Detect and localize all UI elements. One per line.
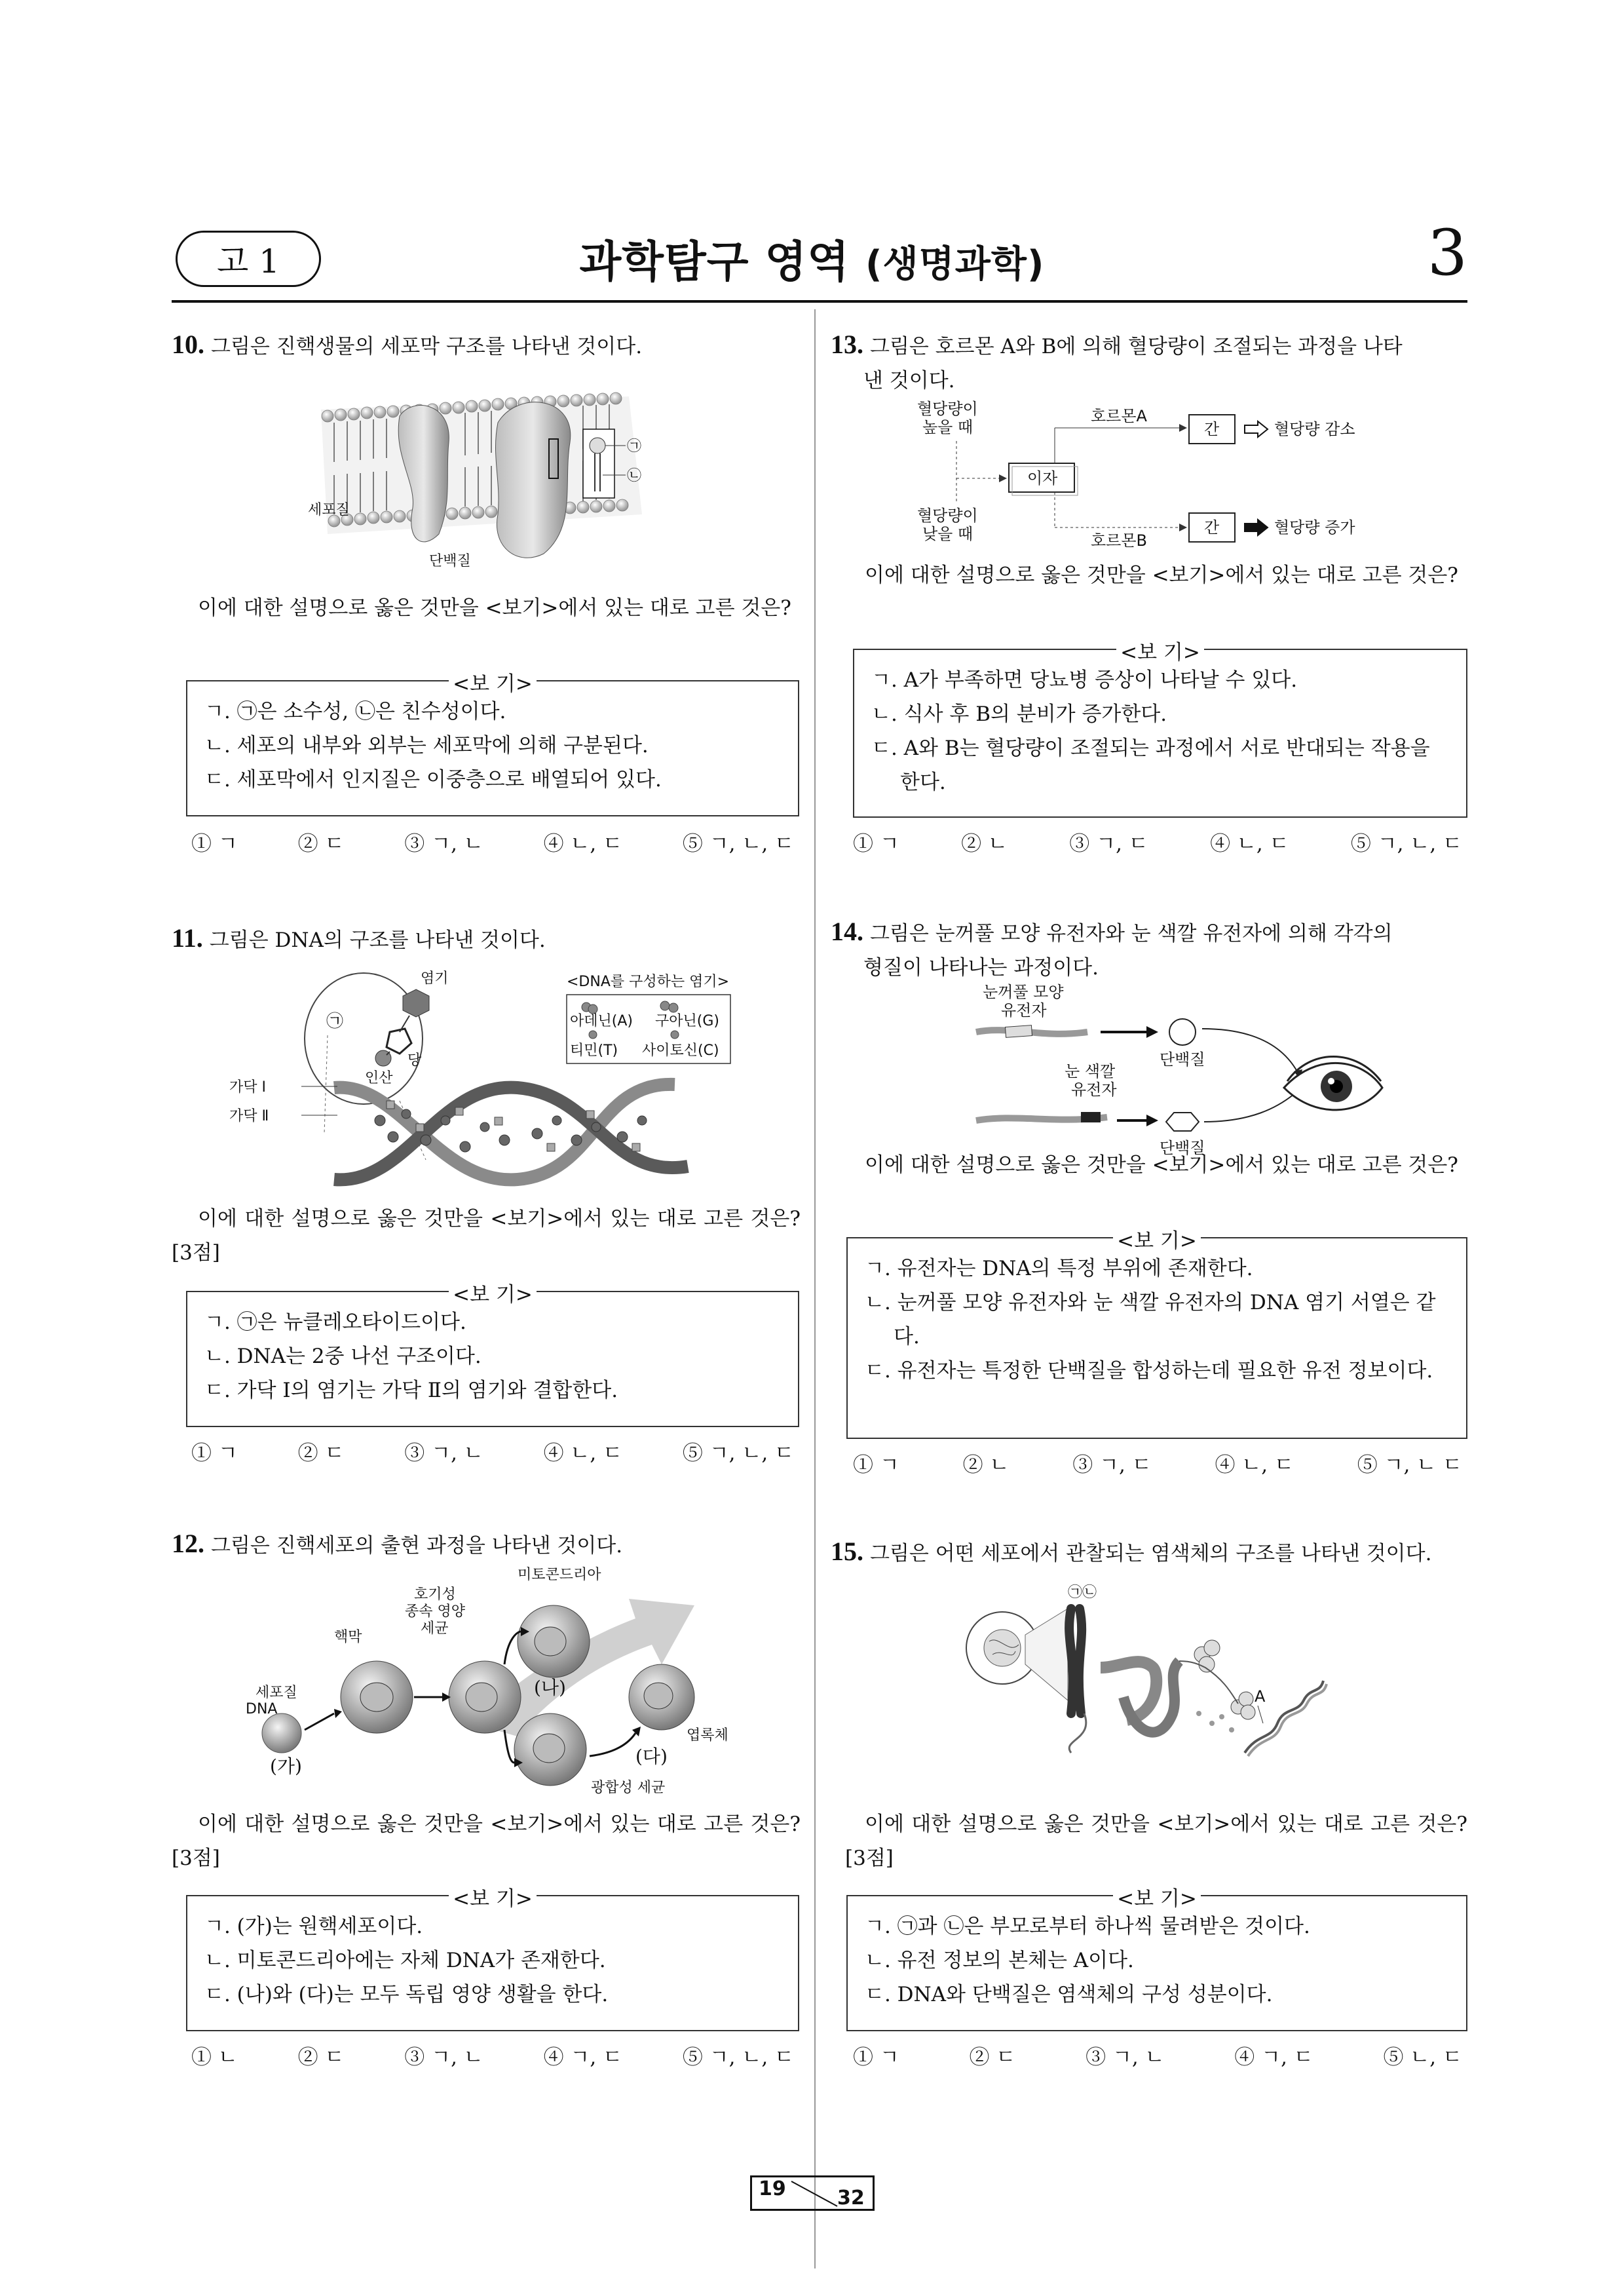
label-aerobic-3: 세균 [421, 1620, 449, 1637]
q10-choice-3[interactable]: ③ ㄱ, ㄴ [404, 832, 483, 856]
q12-choice-1[interactable]: ① ㄴ [191, 2046, 238, 2069]
q10-stem: 이에 대한 설명으로 옳은 것만을 <보기>에서 있는 대로 고른 것은? [198, 596, 791, 620]
q10-choice-1[interactable]: ① ㄱ [191, 832, 238, 856]
q13-item-c: ㄷ. A와 B는 혈당량이 조절되는 과정에서 서로 반대되는 작용을 한다. [871, 737, 1430, 794]
label-hormone-a: 호르몬A [1091, 407, 1147, 425]
label-hormone-b: 호르몬B [1091, 531, 1148, 547]
q12-item-c: ㄷ. (나)와 (다)는 모두 독립 영양 생활을 한다. [204, 1983, 609, 2006]
page-number: 3 [1427, 216, 1467, 290]
label-pancreas: 이자 [1027, 469, 1058, 488]
label-liver-b: 간 [1204, 518, 1220, 537]
q15-number: 15. [831, 1537, 863, 1566]
q10-prompt [172, 328, 801, 364]
legend-cytosine: 사이토신(C) [642, 1043, 719, 1059]
page-total: 32 [837, 2187, 865, 2210]
q11-item-c: ㄷ. 가닥 Ⅰ의 염기는 가닥 Ⅱ의 염기와 결합한다. [204, 1379, 618, 1402]
legend-title: <DNA를 구성하는 염기> [567, 974, 730, 990]
q14-stem: 이에 대한 설명으로 옳은 것만을 <보기>에서 있는 대로 고른 것은? [865, 1153, 1458, 1177]
label-b: ㉡ [627, 468, 642, 484]
q13-bogi-title: <보 기> [1116, 641, 1204, 664]
q10-item-c: ㄷ. 세포막에서 인지질은 이중층으로 배열되어 있다. [204, 768, 662, 792]
q14-item-b: ㄴ. 눈꺼풀 모양 유전자와 눈 색깔 유전자의 DNA 염기 서열은 같다. [865, 1291, 1436, 1349]
q13-choice-4[interactable]: ④ ㄴ, ㄷ [1210, 832, 1289, 856]
label-chromatids: ㉠㉡ [1068, 1584, 1097, 1601]
label-a: A [1255, 1687, 1266, 1706]
label-eyelid-gene-2: 유전자 [1001, 1001, 1047, 1020]
subject-title: 과학탐구 영역 [579, 237, 850, 287]
label-protein: 단백질 [429, 553, 471, 569]
label-nuclear-membrane: 핵막 [334, 1629, 362, 1645]
integral-protein [495, 402, 570, 558]
legend-adenine: 아데닌(A) [570, 1013, 633, 1029]
q10-choice-4[interactable]: ④ ㄴ, ㄷ [543, 832, 623, 856]
label-decrease: 혈당량 감소 [1274, 420, 1355, 438]
q10-bogi-box [186, 672, 799, 816]
q10-choice-5[interactable]: ⑤ ㄱ, ㄴ, ㄷ [682, 832, 794, 856]
q14-text-1: 그림은 눈꺼풀 모양 유전자와 눈 색깔 유전자에 의해 각각의 [870, 922, 1393, 946]
label-ga: (가) [270, 1755, 302, 1777]
q15-stem: 이에 대한 설명으로 옳은 것만을 <보기>에서 있는 대로 고른 것은? [3점] [845, 1812, 1467, 1870]
q11-text: 그림은 DNA의 구조를 나타낸 것이다. [209, 928, 546, 952]
q10-text: 그림은 진핵생물의 세포막 구조를 나타낸 것이다. [211, 335, 643, 358]
label-phosphate: 인산 [365, 1070, 393, 1086]
q10-item-b: ㄴ. 세포의 내부와 외부는 세포막에 의해 구분된다. [204, 734, 649, 757]
label-low-2: 낮을 때 [922, 525, 973, 543]
label-aerobic-1: 호기성 [414, 1586, 456, 1603]
q15-text: 그림은 어떤 세포에서 관찰되는 염색체의 구조를 나타낸 것이다. [870, 1542, 1432, 1565]
q15-choice-1[interactable]: ① ㄱ [853, 2046, 899, 2069]
page-counter [750, 2175, 875, 2211]
q12-bogi-title: <보 기> [449, 1887, 537, 1911]
chromosome [1069, 1609, 1082, 1713]
q14-choice-1[interactable]: ① ㄱ [853, 1453, 899, 1477]
label-sugar: 당 [407, 1052, 422, 1069]
arrow-decrease [1245, 421, 1268, 437]
q14-gene-figure [943, 983, 1389, 1160]
q14-item-a: ㄱ. 유전자는 DNA의 특정 부위에 존재한다. [865, 1257, 1253, 1280]
q13-stem: 이에 대한 설명으로 옳은 것만을 <보기>에서 있는 대로 고른 것은? [865, 564, 1458, 587]
page-title [0, 227, 1624, 289]
label-mitochondria: 미토콘드리아 [518, 1567, 601, 1583]
q13-bogi-box [853, 641, 1467, 818]
q12-choice-5[interactable]: ⑤ ㄱ, ㄴ, ㄷ [682, 2046, 794, 2069]
q11-bogi-box [186, 1283, 799, 1427]
q13-choices [853, 827, 1462, 856]
label-photosynthetic-bacteria: 광합성 세균 [591, 1780, 666, 1795]
q13-glucose-figure [891, 396, 1428, 547]
q11-item-a: ㄱ. ㉠은 뉴클레오타이드이다. [204, 1311, 466, 1334]
label-dna: DNA [246, 1701, 278, 1717]
double-helix [334, 1084, 688, 1180]
q13-choice-1[interactable]: ① ㄱ [853, 832, 899, 856]
q14-text-2: 형질이 나타나는 과정이다. [863, 956, 1099, 980]
q14-prompt [831, 915, 1467, 985]
label-protein-1: 단백질 [1160, 1050, 1205, 1069]
legend-thymine: 티민(T) [570, 1043, 618, 1059]
q11-choice-4[interactable]: ④ ㄴ, ㄷ [543, 1442, 623, 1465]
q12-prompt [172, 1527, 801, 1563]
q13-choice-5[interactable]: ⑤ ㄱ, ㄴ, ㄷ [1350, 832, 1462, 856]
q11-choice-3[interactable]: ③ ㄱ, ㄴ [404, 1442, 483, 1465]
q12-stem: 이에 대한 설명으로 옳은 것만을 <보기>에서 있는 대로 고른 것은? [3점] [172, 1812, 801, 1870]
q12-text: 그림은 진핵세포의 출현 과정을 나타낸 것이다. [211, 1534, 623, 1558]
label-aerobic-2: 종속 영양 [405, 1603, 466, 1620]
eye-icon [1284, 1057, 1382, 1110]
q14-bogi-box [846, 1229, 1467, 1439]
label-nucleotide-mark: ㉠ [326, 1012, 344, 1031]
arrow-increase [1245, 520, 1268, 535]
label-eyelid-gene-1: 눈꺼풀 모양 [983, 983, 1064, 1001]
protein-circle [1169, 1019, 1196, 1045]
label-high-2: 높을 때 [922, 418, 973, 436]
q14-choice-4[interactable]: ④ ㄴ, ㄷ [1215, 1453, 1294, 1477]
q15-chromosome-figure [963, 1582, 1330, 1766]
q15-choice-4[interactable]: ④ ㄱ, ㄷ [1234, 2046, 1313, 2069]
q14-number: 14. [831, 917, 863, 946]
subject-subtitle: (생명과학) [865, 243, 1045, 286]
q15-choice-2[interactable]: ② ㄷ [969, 2046, 1016, 2069]
q14-choice-5[interactable]: ⑤ ㄱ, ㄴ ㄷ [1357, 1453, 1462, 1477]
q10-choices [191, 827, 794, 856]
q11-stem: 이에 대한 설명으로 옳은 것만을 <보기>에서 있는 대로 고른 것은? [3점] [172, 1207, 801, 1265]
q10-item-a: ㄱ. ㉠은 소수성, ㉡은 친수성이다. [204, 700, 506, 723]
label-high-1: 혈당량이 [917, 400, 978, 418]
q11-choice-2[interactable]: ② ㄷ [297, 1442, 345, 1465]
label-base: 염기 [421, 970, 449, 987]
q15-bogi-title: <보 기> [1113, 1887, 1201, 1911]
q13-text-1: 그림은 호르몬 A와 B에 의해 혈당량이 조절되는 과정을 나타 [870, 335, 1403, 358]
label-chloroplast: 엽록체 [687, 1727, 728, 1744]
label-cytoplasm: 세포질 [308, 502, 350, 518]
q12-choice-3[interactable]: ③ ㄱ, ㄴ [404, 2046, 483, 2069]
q14-item-c: ㄷ. 유전자는 특정한 단백질을 합성하는데 필요한 유전 정보이다. [865, 1359, 1433, 1383]
column-divider [814, 309, 816, 2268]
q12-item-a: ㄱ. (가)는 원핵세포이다. [204, 1915, 423, 1938]
header-rule [172, 300, 1467, 303]
label-liver-a: 간 [1204, 420, 1220, 438]
q13-text-2: 낸 것이다. [863, 369, 955, 392]
q12-bogi-box [186, 1887, 799, 2031]
q11-dna-figure [229, 970, 740, 1193]
label-strand-1: 가닥 Ⅰ [229, 1079, 266, 1096]
q15-item-b: ㄴ. 유전 정보의 본체는 A이다. [865, 1949, 1134, 1972]
q11-choice-5[interactable]: ⑤ ㄱ, ㄴ, ㄷ [682, 1442, 794, 1465]
q12-item-b: ㄴ. 미토콘드리아에는 자체 DNA가 존재한다. [204, 1949, 606, 1972]
label-na: (나) [534, 1677, 566, 1698]
q11-item-b: ㄴ. DNA는 2중 나선 구조이다. [204, 1345, 482, 1368]
q12-choice-2[interactable]: ② ㄷ [297, 2046, 345, 2069]
q11-bogi-title: <보 기> [449, 1283, 537, 1307]
q10-choice-2[interactable]: ② ㄷ [297, 832, 345, 856]
q13-item-b: ㄴ. 식사 후 B의 분비가 증가한다. [871, 702, 1167, 726]
q13-number: 13. [831, 330, 863, 359]
q12-choices [191, 2040, 794, 2070]
label-da: (다) [635, 1746, 668, 1767]
q15-item-c: ㄷ. DNA와 단백질은 염색체의 구성 성분이다. [865, 1983, 1273, 2006]
q10-bogi-title: <보 기> [449, 672, 537, 696]
q11-number: 11. [172, 923, 203, 953]
q13-choice-3[interactable]: ③ ㄱ, ㄷ [1069, 832, 1148, 856]
q13-prompt [831, 328, 1467, 398]
q14-choices [853, 1448, 1462, 1478]
q15-choice-5[interactable]: ⑤ ㄴ, ㄷ [1383, 2046, 1462, 2069]
label-increase: 혈당량 증가 [1274, 518, 1355, 537]
protein-hexagon [1166, 1113, 1199, 1131]
q15-choices [853, 2040, 1462, 2070]
q15-item-a: ㄱ. ㉠과 ㉡은 부모로부터 하나씩 물려받은 것이다. [865, 1915, 1310, 1938]
q13-item-a: ㄱ. A가 부족하면 당뇨병 증상이 나타날 수 있다. [871, 668, 1298, 692]
q14-bogi-title: <보 기> [1113, 1229, 1201, 1253]
q13-choice-2[interactable]: ② ㄴ [961, 832, 1008, 856]
q10-number: 10. [172, 330, 204, 359]
label-eye-color-gene-1: 눈 색깔 [1065, 1062, 1116, 1081]
label-protein-2: 단백질 [1160, 1139, 1205, 1157]
q12-choice-4[interactable]: ④ ㄱ, ㄷ [543, 2046, 623, 2069]
label-strand-2: 가닥 Ⅱ [229, 1108, 269, 1124]
legend-guanine: 구아닌(G) [655, 1013, 719, 1029]
label-a: ㉠ [627, 438, 642, 455]
grade-label: 고 1 [216, 242, 280, 280]
q10-membrane-figure [301, 383, 668, 573]
q15-bogi-box [846, 1887, 1467, 2031]
q11-choice-1[interactable]: ① ㄱ [191, 1442, 238, 1465]
q14-choice-3[interactable]: ③ ㄱ, ㄷ [1072, 1453, 1152, 1477]
page-current: 19 [759, 2177, 786, 2200]
q11-choices [191, 1436, 794, 1466]
q12-endosymbiosis-figure [242, 1566, 740, 1795]
q11-prompt [172, 921, 801, 957]
label-eye-color-gene-2: 유전자 [1071, 1081, 1117, 1099]
q14-choice-2[interactable]: ② ㄴ [962, 1453, 1010, 1477]
q12-number: 12. [172, 1529, 204, 1558]
q15-choice-3[interactable]: ③ ㄱ, ㄴ [1086, 2046, 1165, 2069]
q15-prompt [831, 1535, 1467, 1571]
label-low-1: 혈당량이 [917, 507, 978, 525]
label-cytoplasm: 세포질 [255, 1685, 297, 1701]
